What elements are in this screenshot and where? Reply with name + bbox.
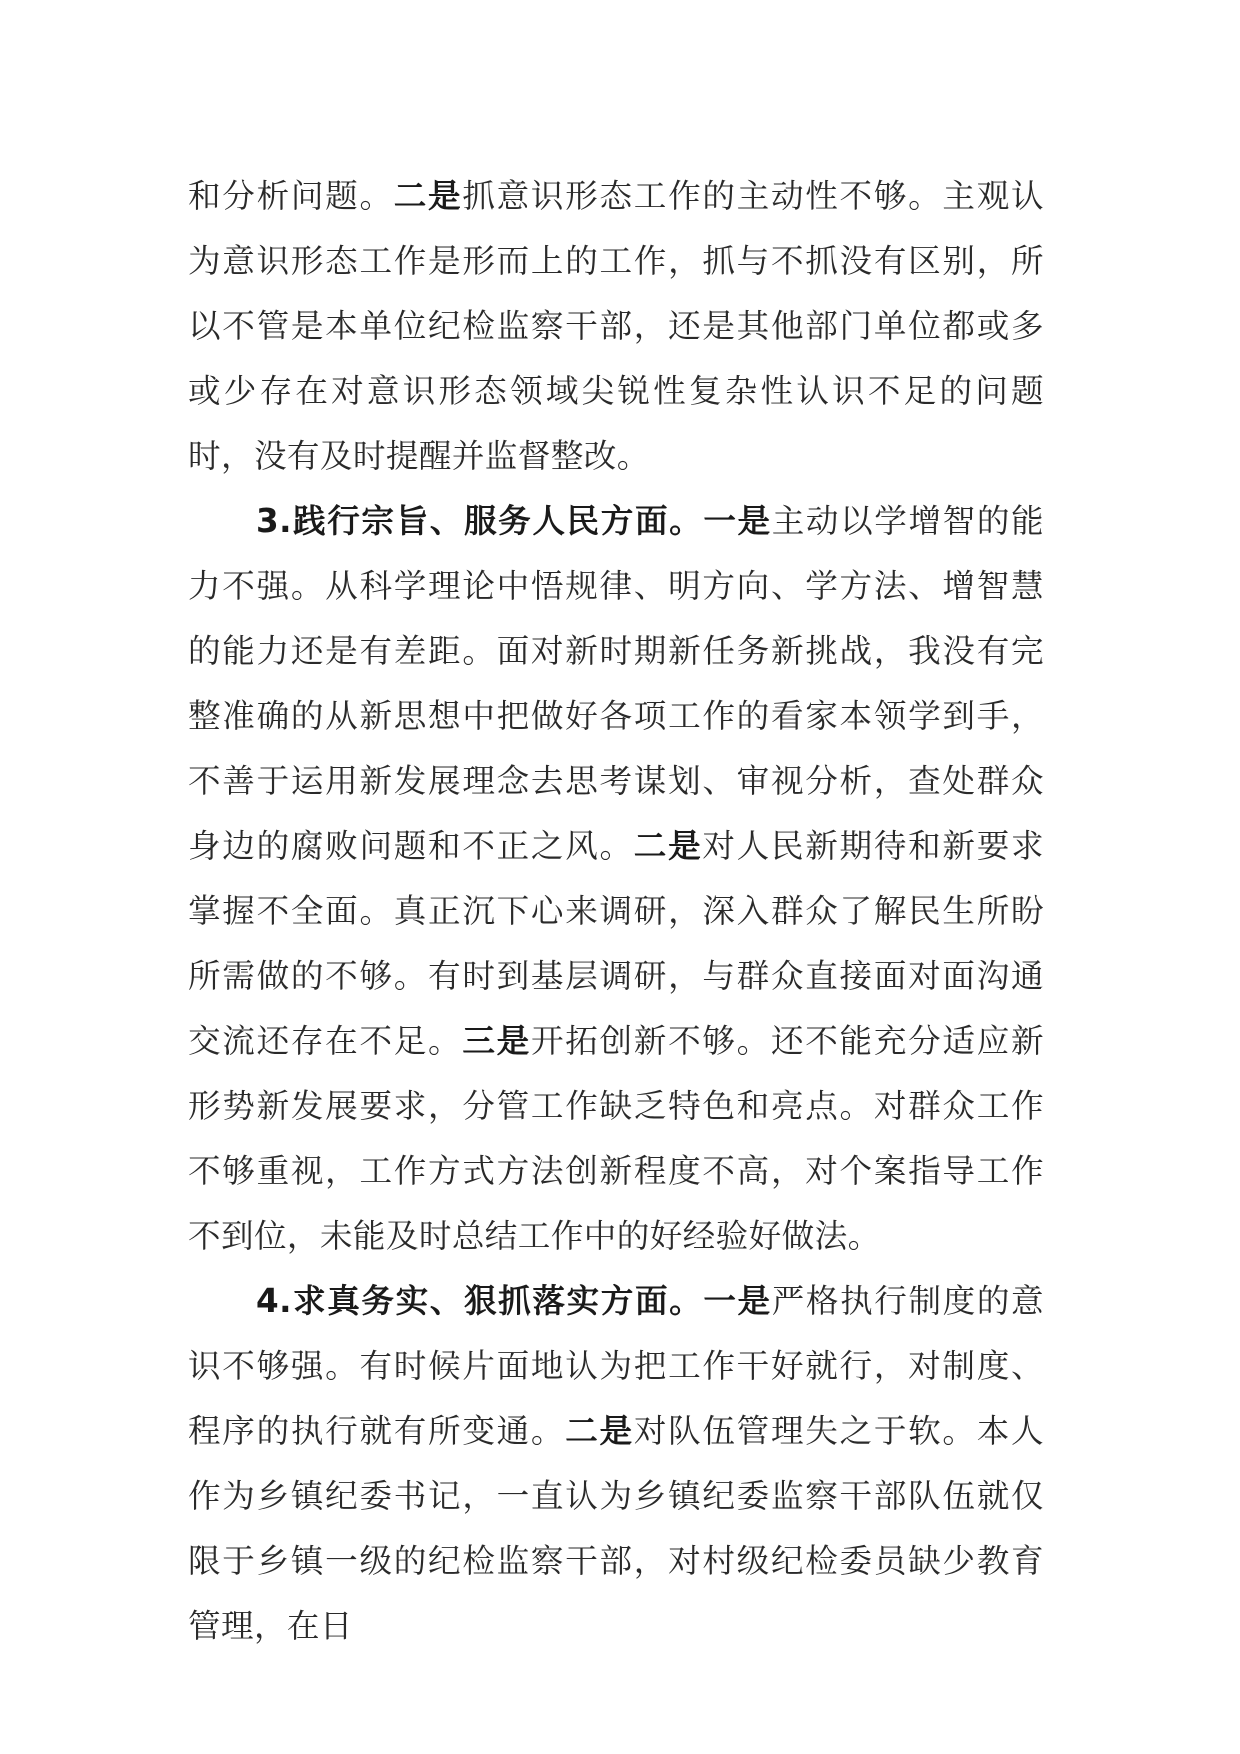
- text-run: 抓意识形态工作的主动性不够。主观认为意识形态工作是形而上的工作，抓与不抓没有区别，所以不管是本单位纪检监察干部，还是其他部门单位都或多或少存在对意识形态领域尖锐性复杂性认识不足的问题时，没有及时提醒并监督整改。: [188, 177, 1044, 475]
- section-heading-4: 4.求真务实、狠抓落实方面。一是: [256, 1282, 772, 1320]
- text-run: 开拓创新不够。还不能充分适应新形势新发展要求，分管工作缺乏特色和亮点。对群众工作不够重视，工作方式方法创新程度不高，对个案指导工作不到位，未能及时总结工作中的好经验好做法。: [188, 1022, 1044, 1255]
- bold-marker-san-shi: 三是: [462, 1022, 531, 1060]
- bold-marker-er-shi: 二是: [393, 177, 463, 215]
- text-run: 主动以学增智的能力不强。从科学理论中悟规律、明方向、学方法、增智慧的能力还是有差距。面对新时期新任务新挑战，我没有完整准确的从新思想中把做好各项工作的看家本领学到手，不善于运用新发展理念去思考谋划、审视分析，查处群众身边的腐败问题和不正之风。: [188, 502, 1045, 865]
- paragraph-section-3: [188, 489, 1044, 1269]
- section-heading-3: 3.践行宗旨、服务人民方面。一是: [256, 502, 772, 540]
- document-body: [188, 164, 1044, 1659]
- bold-marker-er-shi: 二是: [565, 1412, 634, 1450]
- text-run: 和分析问题。: [188, 177, 394, 215]
- text-run: 对人民新期待和新要求掌握不全面。真正沉下心来调研，深入群众了解民生所盼所需做的不够。有时到基层调研，与群众直接面对面沟通交流还存在不足。: [188, 827, 1044, 1060]
- text-run: 严格执行制度的意识不够强。有时候片面地认为把工作干好就行，对制度、程序的执行就有所变通。: [188, 1282, 1045, 1450]
- text-run: 对队伍管理失之于软。本人作为乡镇纪委书记，一直认为乡镇纪委监察干部队伍就仅限于乡镇一级的纪检监察干部，对村级纪检委员缺少教育管理，在日: [188, 1412, 1044, 1645]
- paragraph-ideology-continued: [188, 164, 1044, 489]
- bold-marker-er-shi: 二是: [633, 827, 703, 865]
- paragraph-section-4: [188, 1269, 1044, 1659]
